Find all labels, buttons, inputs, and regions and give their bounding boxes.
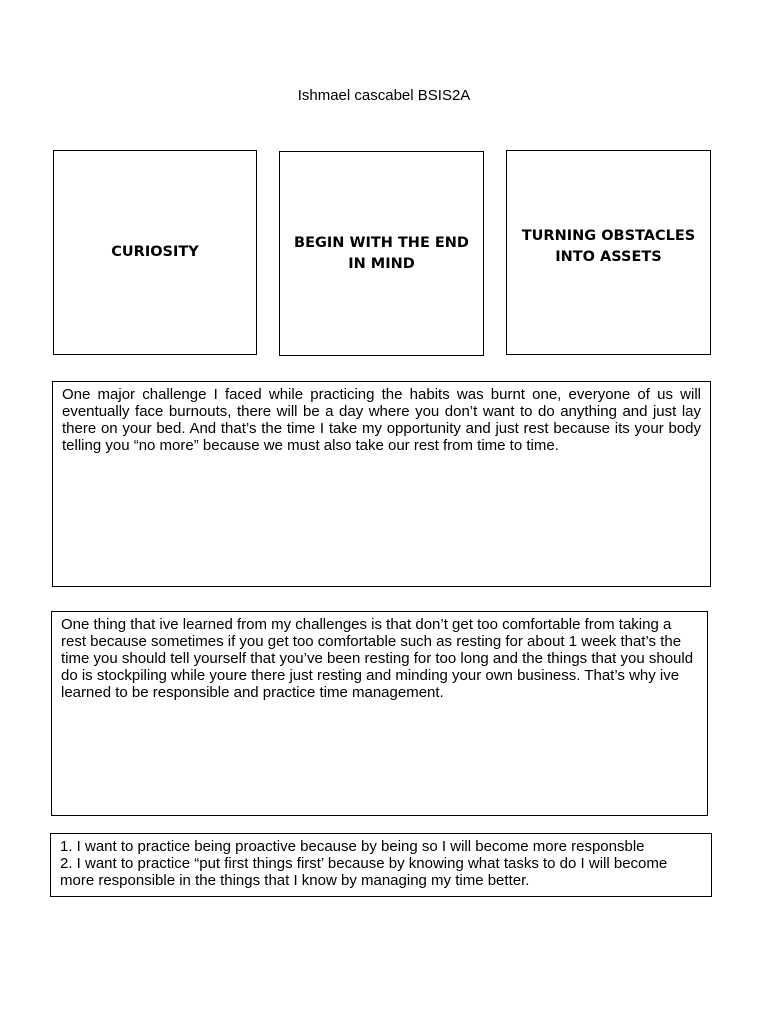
- habit-label: BEGIN WITH THE END IN MIND: [294, 234, 469, 272]
- habit-label: CURIOSITY: [111, 244, 199, 260]
- author-line: Ishmael cascabel BSIS2A: [297, 87, 471, 104]
- habit-box-turning-obstacles: [506, 150, 711, 355]
- challenge-text: One major challenge I faced while practicing the habits was burnt one, everyone of us will eventually face burnouts, there will be a day where you don’t want to do anything and just lay there on your bed. And that’s the time I take my opportunity and just rest because its your body telling you “no more” because we must also take our rest from time to time.: [62, 386, 701, 454]
- plans-box: [50, 833, 712, 897]
- challenge-box: [52, 381, 711, 587]
- plan-item: 1. I want to practice being proactive because by being so I will become more responsble: [60, 838, 645, 855]
- lesson-text: One thing that ive learned from my challenges is that don’t get too comfortable from taking a rest because sometimes if you get too comfortable such as resting for about 1 week that’s the time you should tell yourself that you’ve been resting for too long and the things that you should do is stockpiling while youre there just resting and minding your own business. That’s why ive learned to be responsible and practice time management.: [61, 616, 694, 701]
- plan-item: 2. I want to practice “put first things first’ because by knowing what tasks to do I will become more responsible in the things that I know by managing my time better.: [60, 855, 668, 889]
- lesson-box: [51, 611, 708, 816]
- habit-box-curiosity: [53, 150, 257, 355]
- habit-label: TURNING OBSTACLES INTO ASSETS: [521, 227, 696, 265]
- habit-box-begin-with-end: [279, 151, 484, 356]
